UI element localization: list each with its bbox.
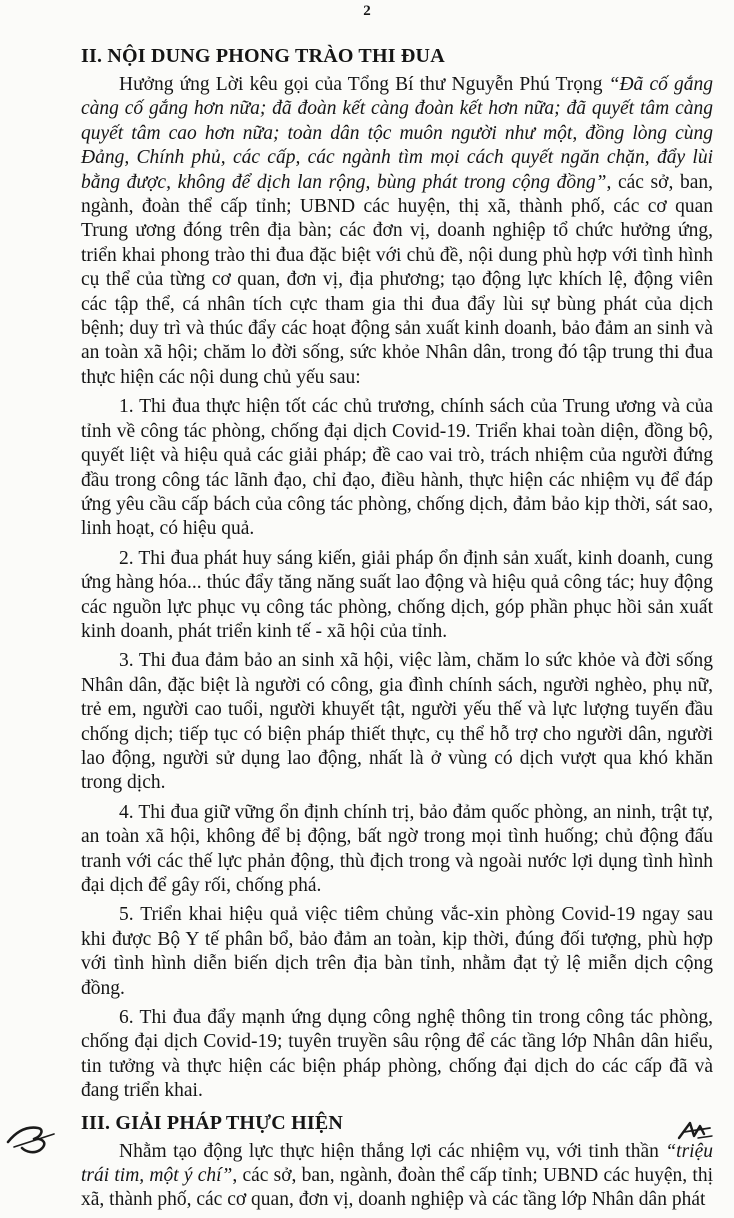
document-body (81, 40, 713, 1218)
section-3-intro-paragraph (81, 1140, 713, 1213)
section-2-intro-paragraph (81, 73, 713, 390)
section-3-quote: “triệu trái tim, một ý chí” (81, 1140, 713, 1187)
page-number: 2 (363, 3, 371, 19)
content-item-2: 2. Thi đua phát huy sáng kiến, giải pháp ổn định sản xuất, kinh doanh, cung ứng hàng hóa... thúc đẩy tăng năng suất lao động và hiệu quả công tác; huy động các nguồn lực phục vụ công tác phòng, chống dịch, góp phần phục hồi sản xuất kinh doanh, phát triển kinh tế - xã hội của tỉnh. (81, 547, 713, 642)
intro-lead: Hưởng ứng Lời kêu gọi của Tổng Bí thư Nguyễn Phú Trọng (119, 74, 609, 95)
section-3-lead: Nhằm tạo động lực thực hiện thắng lợi các nhiệm vụ, với tinh thần (119, 1140, 666, 1162)
initials-mark-left (4, 1112, 62, 1156)
section-2-heading: II. NỘI DUNG PHONG TRÀO THI ĐUA (81, 45, 445, 67)
content-item-6: 6. Thi đua đẩy mạnh ứng dụng công nghệ thông tin trong công tác phòng, chống đại dịch Covid-19; tuyên truyền sâu rộng để các tầng lớp Nhân dân hiểu, tin tưởng và thực hiện các biện pháp phòng, chống đại dịch do các cấp đã và đang triển khai. (81, 1007, 713, 1102)
intro-quote: “Đã cố gắng càng cố gắng hơn nữa; đã đoàn kết càng đoàn kết hơn nữa; đã quyết tâm càng quyết tâm cao hơn nữa; toàn dân tộc muôn người như một, đồng lòng cùng Đảng, Chính phủ, các cấp, các ngành tìm mọi cách quyết ngăn chặn, đẩy lùi bằng được, không để dịch lan rộng, bùng phát trong cộng đồng” (81, 74, 713, 193)
intro-rest: , các sở, ban, ngành, đoàn thể cấp tỉnh; UBND các huyện, thị xã, thành phố, các cơ quan Trung ương đóng trên địa bàn; các đơn vị, doanh nghiệp tổ chức hưởng ứng, triển khai phong trào thi đua đặc biệt với chủ đề, nội dung phù hợp với tình hình cụ thể của từng cơ quan, đơn vị, địa phương; tạo động lực khích lệ, động viên các tập thể, cá nhân tích cực tham gia thi đua đẩy lùi sự bùng phát của dịch bệnh; duy trì và thúc đẩy các hoạt động sản xuất kinh doanh, bảo đảm an sinh và an toàn xã hội; chăm lo đời sống, sức khỏe Nhân dân, trong đó tập trung thi đua thực hiện các nội dung chủ yếu sau: (81, 171, 713, 388)
content-item-5: 5. Triển khai hiệu quả việc tiêm chủng vắc-xin phòng Covid-19 ngay sau khi được Bộ Y tế phân bổ, bảo đảm an toàn, kịp thời, đúng đối tượng, phù hợp với tình hình diễn biến dịch trên địa bàn tỉnh, nhằm đạt tỷ lệ miễn dịch cộng đồng. (81, 904, 713, 999)
content-item-3: 3. Thi đua đảm bảo an sinh xã hội, việc làm, chăm lo sức khỏe và đời sống Nhân dân, đặc biệt là người có công, gia đình chính sách, người nghèo, phụ nữ, trẻ em, người cao tuổi, người khuyết tật, người yếu thế và lực lượng tuyến đầu chống dịch; tiếp tục có biện pháp thiết thực, cụ thể hỗ trợ cho người dân, người lao động, người sử dụng lao động, nhất là ở vùng có dịch vượt qua khó khăn trong dịch. (81, 650, 713, 794)
content-item-4: 4. Thi đua giữ vững ổn định chính trị, bảo đảm quốc phòng, an ninh, trật tự, an toàn xã hội, không để bị động, bất ngờ trong mọi tình huống; chủ động đấu tranh với các thế lực phản động, thù địch trong và ngoài nước lợi dụng tình hình đại dịch để gây rối, chống phá. (81, 801, 713, 896)
content-item-1: 1. Thi đua thực hiện tốt các chủ trương, chính sách của Trung ương và của tỉnh về công tác phòng, chống đại dịch Covid-19. Triển khai toàn diện, đồng bộ, quyết liệt và hiệu quả các giải pháp; đề cao vai trò, trách nhiệm của người đứng đầu trong công tác lãnh đạo, chỉ đạo, điều hành, thực hiện các nhiệm vụ để đáp ứng yêu cầu cấp bách của công tác phòng, chống dịch, đảm bảo kịp thời, sát sao, linh hoạt, có hiệu quả. (81, 396, 713, 540)
section-3-rest: , các sở, ban, ngành, đoàn thể cấp tỉnh; UBND các huyện, thị xã, thành phố, các cơ quan, đơn vị, doanh nghiệp và các tầng lớp Nhân dân phát (81, 1165, 713, 1211)
section-3-heading: III. GIẢI PHÁP THỰC HIỆN (81, 1111, 344, 1134)
